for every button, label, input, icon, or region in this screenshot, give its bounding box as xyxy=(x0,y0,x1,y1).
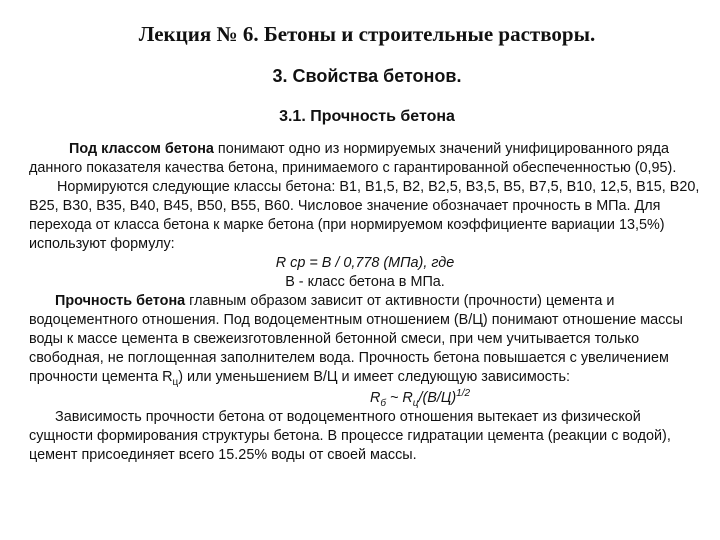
paragraph-concrete-class xyxy=(29,140,701,178)
formula-middle: ~ R xyxy=(385,390,413,406)
formula-note: В - класс бетона в МПа. xyxy=(285,274,445,290)
formula-mean-strength: R ср = В / 0,778 (МПа), где xyxy=(275,255,455,271)
paragraph-hydration: Зависимость прочности бетона от водоцементного отношения вытекает из физической сущности формирования структуры бетона. В процессе гидратации цемента (реакции с водой), цемент присоединяет всего 15.25% воды от своей массы. xyxy=(29,409,671,463)
formula-r-subscript: б xyxy=(380,397,386,409)
paragraph-class-list: Нормируются следующие классы бетона: В1, В1,5, В2, В2,5, В3,5, В5, В7,5, В10, 12,5, В15, В20, В25, В30, В35, В40, В45, В50, В55, В60. Числовое значение обозначает прочность в МПа. Для перехода от класса бетона к марке бетона (при нормируемом коэффициенте вариации 13,5%) используют формулу: xyxy=(29,179,700,252)
formula-rc-subscript: ц xyxy=(412,397,419,409)
body-text xyxy=(29,140,701,465)
formula-r: R xyxy=(369,390,381,406)
formula-tail: /(В/Ц) xyxy=(418,390,457,406)
subsection-title: 3.1. Прочность бетона xyxy=(279,108,455,125)
section-title: 3. Свойства бетонов. xyxy=(272,66,462,86)
term-concrete-class: Под классом бетона xyxy=(69,141,214,157)
lecture-title: Лекция № 6. Бетоны и строительные растворы. xyxy=(138,22,596,46)
term-concrete-strength: Прочность бетона xyxy=(55,293,186,309)
formula-strength-dependency xyxy=(29,389,701,408)
paragraph-strength-text-1: главным образом зависит от активности (прочности) цемента и водоцементного отношения. Под водоцементным отношением (В/Ц) понимают отношение массы воды к массе цемента в свежеизготовленной бетонной смеси, при чем учитывается только свободная, не поглощенная заполнителем вода. Прочность бетона повышается с увеличением прочности цемента R xyxy=(29,293,683,385)
paragraph-concrete-strength xyxy=(29,292,701,387)
paragraph-strength-text-2: ) или уменьшением В/Ц и имеет следующую зависимость: xyxy=(178,369,570,385)
formula-exponent: 1/2 xyxy=(456,388,471,400)
paragraph-concrete-class-text: понимают одно из нормируемых значений унифицированного ряда данного показателя качества бетона, принимаемого с гарантированной обеспеченностью (0,95). xyxy=(29,141,677,176)
cement-strength-subscript: ц xyxy=(172,376,179,388)
